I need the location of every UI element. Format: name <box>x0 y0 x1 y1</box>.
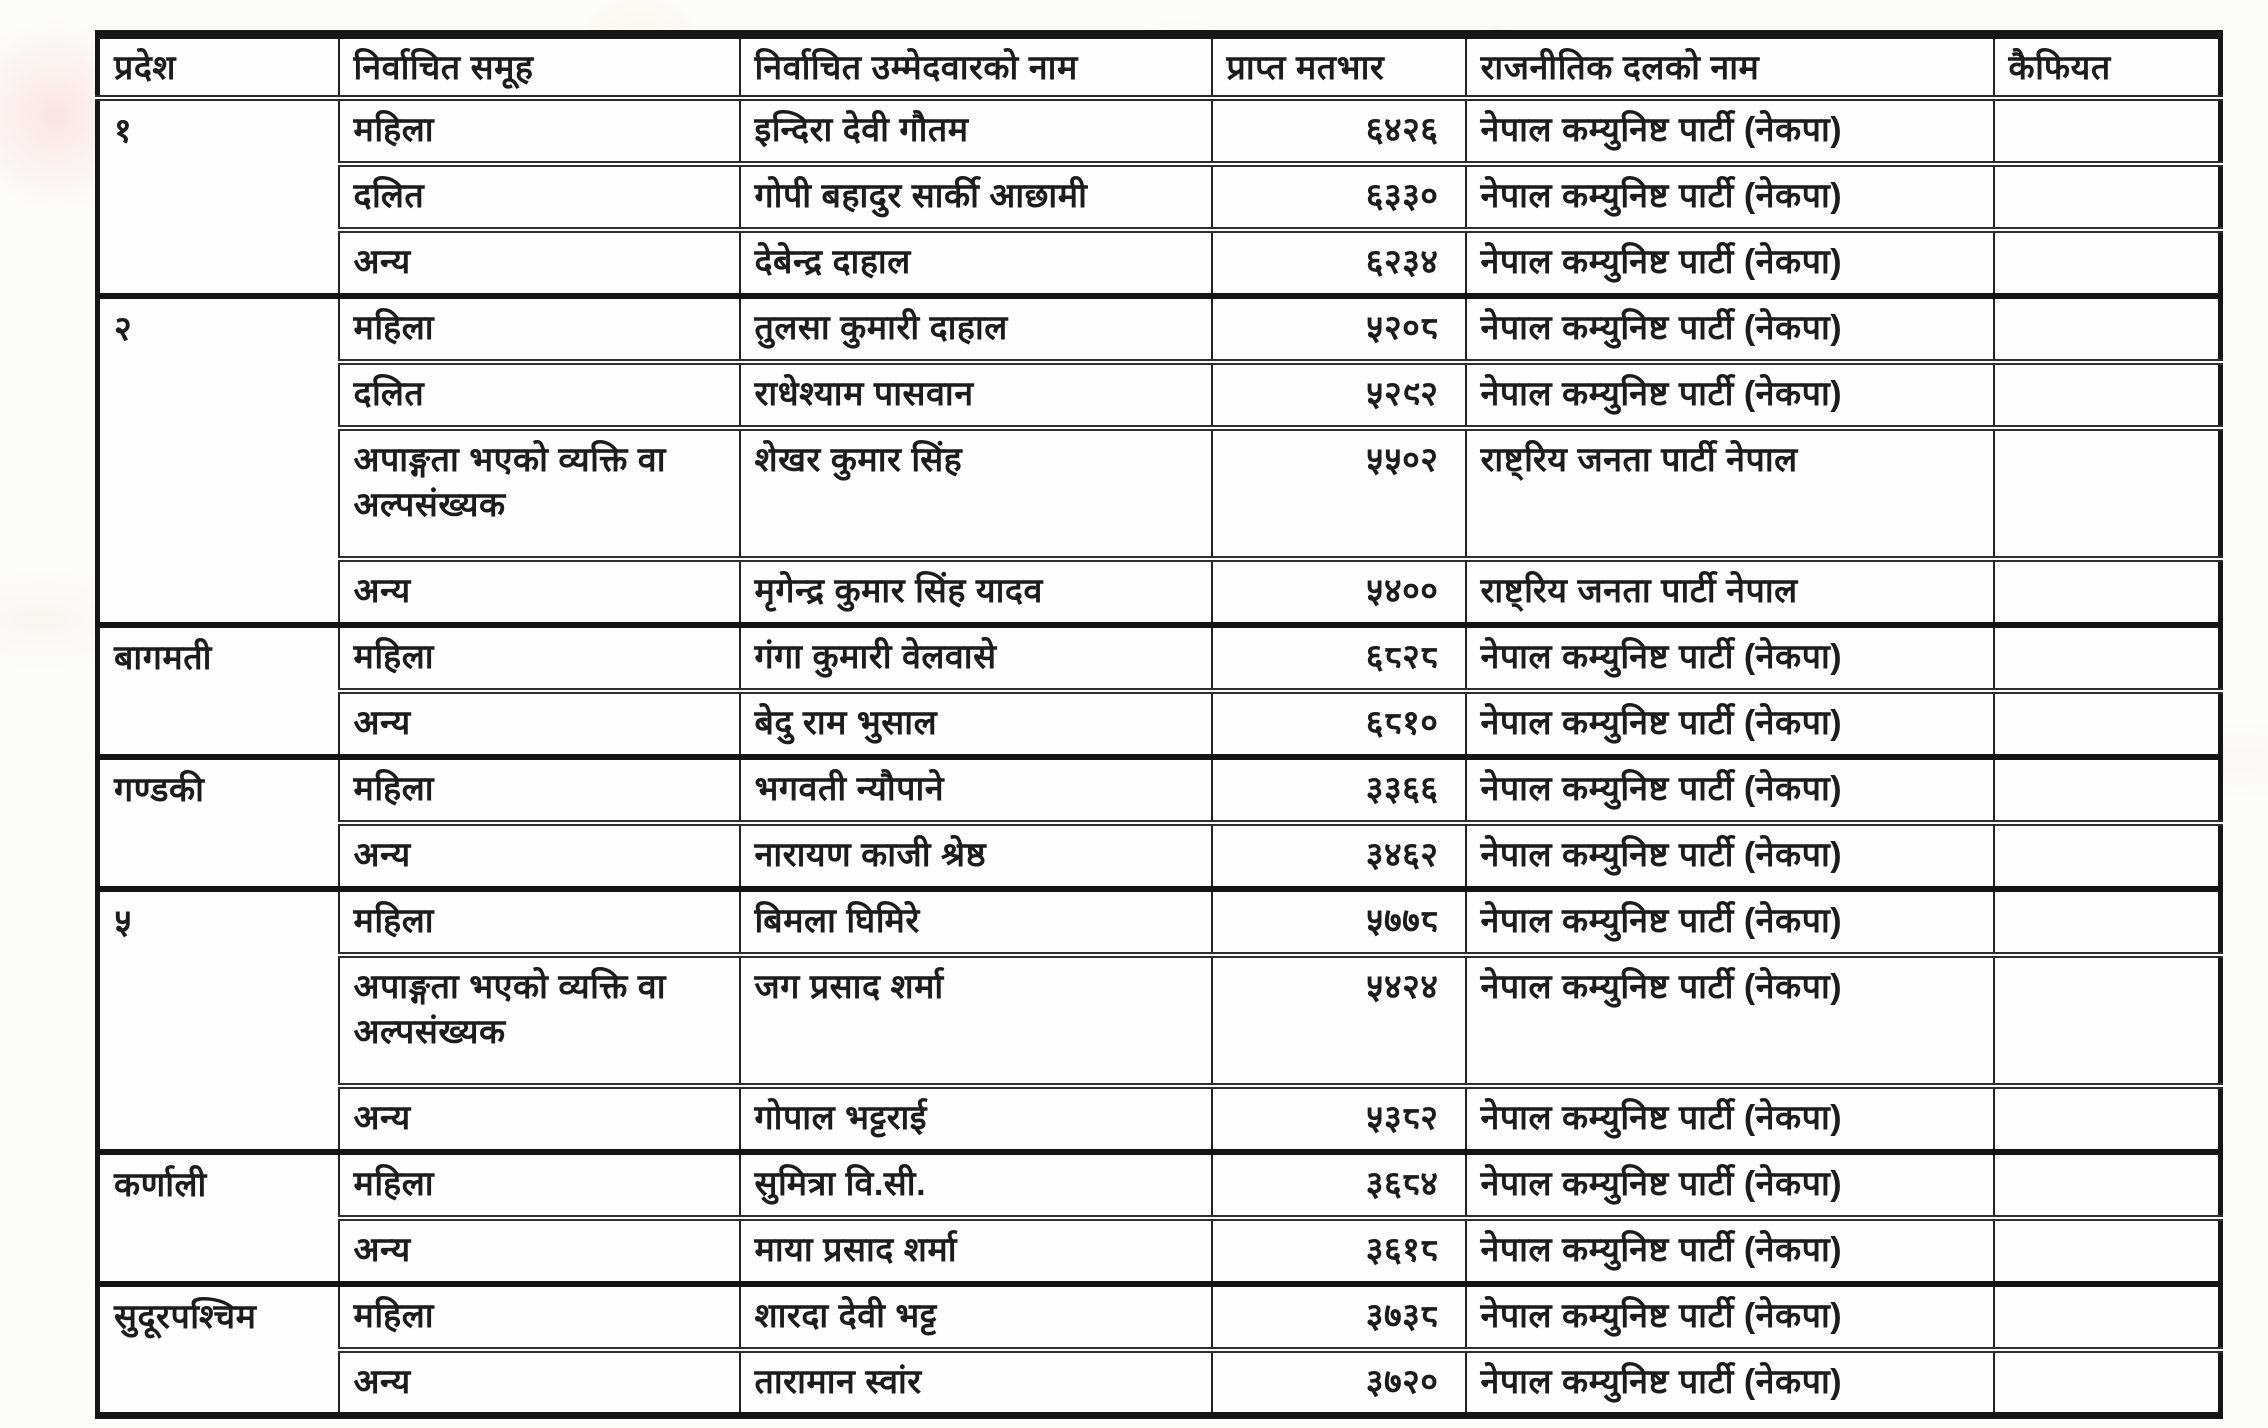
votes-cell: ५४०० <box>1212 559 1466 625</box>
group-cell: अन्य <box>339 230 740 296</box>
party-cell: नेपाल कम्युनिष्ट पार्टी (नेकपा) <box>1466 164 1994 230</box>
party-cell: नेपाल कम्युनिष्ट पार्टी (नेकपा) <box>1466 1350 1994 1416</box>
remark-cell <box>1994 625 2221 691</box>
header-party-name: राजनीतिक दलको नाम <box>1466 35 1994 98</box>
party-cell: राष्ट्रिय जनता पार्टी नेपाल <box>1466 559 1994 625</box>
header-elected-group: निर्वाचित समूह <box>339 35 740 98</box>
party-cell: नेपाल कम्युनिष्ट पार्टी (नेकपा) <box>1466 757 1994 823</box>
candidate-cell: इन्दिरा देवी गौतम <box>740 98 1212 164</box>
table-row <box>98 955 2221 1086</box>
group-cell: महिला <box>339 625 740 691</box>
group-cell: अन्य <box>339 691 740 757</box>
party-cell: नेपाल कम्युनिष्ट पार्टी (नेकपा) <box>1466 823 1994 889</box>
group-cell: दलित <box>339 362 740 428</box>
group-cell: अपाङ्गता भएको व्यक्ति वा अल्पसंख्यक <box>339 428 740 559</box>
province-cell: गण्डकी <box>98 757 339 889</box>
table-row <box>98 757 2221 823</box>
candidate-cell: बिमला घिमिरे <box>740 889 1212 955</box>
header-votes-received: प्राप्त मतभार <box>1212 35 1466 98</box>
header-province: प्रदेश <box>98 35 339 98</box>
votes-cell: ३७२० <box>1212 1350 1466 1416</box>
votes-cell: ५३८२ <box>1212 1086 1466 1152</box>
remark-cell <box>1994 230 2221 296</box>
votes-cell: ३३६६ <box>1212 757 1466 823</box>
remark-cell <box>1994 823 2221 889</box>
candidate-cell: तुलसा कुमारी दाहाल <box>740 296 1212 362</box>
table-row <box>98 625 2221 691</box>
group-cell: अन्य <box>339 1086 740 1152</box>
candidate-cell: गंगा कुमारी वेलवासे <box>740 625 1212 691</box>
party-cell: नेपाल कम्युनिष्ट पार्टी (नेकपा) <box>1466 230 1994 296</box>
group-cell: अन्य <box>339 559 740 625</box>
group-cell: महिला <box>339 889 740 955</box>
remark-cell <box>1994 428 2221 559</box>
remark-cell <box>1994 889 2221 955</box>
table-row <box>98 362 2221 428</box>
party-cell: नेपाल कम्युनिष्ट पार्टी (नेकपा) <box>1466 98 1994 164</box>
candidate-cell: तारामान स्वांर <box>740 1350 1212 1416</box>
group-cell: अन्य <box>339 823 740 889</box>
candidate-cell: जग प्रसाद शर्मा <box>740 955 1212 1086</box>
remark-cell <box>1994 362 2221 428</box>
header-row <box>98 35 2221 98</box>
votes-cell: ६३३० <box>1212 164 1466 230</box>
group-cell: अपाङ्गता भएको व्यक्ति वा अल्पसंख्यक <box>339 955 740 1086</box>
group-cell: महिला <box>339 1152 740 1218</box>
remark-cell <box>1994 1152 2221 1218</box>
group-cell: महिला <box>339 1284 740 1350</box>
province-cell: बागमती <box>98 625 339 757</box>
party-cell: नेपाल कम्युनिष्ट पार्टी (नेकपा) <box>1466 296 1994 362</box>
votes-cell: ५२९२ <box>1212 362 1466 428</box>
table-row <box>98 691 2221 757</box>
candidate-cell: शेखर कुमार सिंह <box>740 428 1212 559</box>
party-cell: नेपाल कम्युनिष्ट पार्टी (नेकपा) <box>1466 889 1994 955</box>
province-cell: कर्णाली <box>98 1152 339 1284</box>
table-row <box>98 230 2221 296</box>
candidate-cell: भगवती न्यौपाने <box>740 757 1212 823</box>
party-cell: नेपाल कम्युनिष्ट पार्टी (नेकपा) <box>1466 955 1994 1086</box>
province-cell: सुदूरपश्चिम <box>98 1284 339 1416</box>
group-cell: महिला <box>339 757 740 823</box>
remark-cell <box>1994 955 2221 1086</box>
party-cell: नेपाल कम्युनिष्ट पार्टी (नेकपा) <box>1466 691 1994 757</box>
group-cell: अन्य <box>339 1218 740 1284</box>
party-cell: नेपाल कम्युनिष्ट पार्टी (नेकपा) <box>1466 1218 1994 1284</box>
header-remarks: कैफियत <box>1994 35 2221 98</box>
table-row <box>98 1152 2221 1218</box>
remark-cell <box>1994 296 2221 362</box>
votes-cell: ५७७८ <box>1212 889 1466 955</box>
province-cell: ५ <box>98 889 339 1152</box>
votes-cell: ५२०८ <box>1212 296 1466 362</box>
election-results-table <box>95 30 2223 1419</box>
table-header <box>98 35 2221 98</box>
votes-cell: ६४२६ <box>1212 98 1466 164</box>
remark-cell <box>1994 559 2221 625</box>
candidate-cell: गोपाल भट्टराई <box>740 1086 1212 1152</box>
header-candidate-name: निर्वाचित उम्मेदवारको नाम <box>740 35 1212 98</box>
votes-cell: ३७३८ <box>1212 1284 1466 1350</box>
party-cell: नेपाल कम्युनिष्ट पार्टी (नेकपा) <box>1466 362 1994 428</box>
votes-cell: ६८१० <box>1212 691 1466 757</box>
group-cell: महिला <box>339 98 740 164</box>
candidate-cell: बेदु राम भुसाल <box>740 691 1212 757</box>
province-cell: २ <box>98 296 339 625</box>
remark-cell <box>1994 691 2221 757</box>
table-row <box>98 98 2221 164</box>
votes-cell: ६२३४ <box>1212 230 1466 296</box>
candidate-cell: नारायण काजी श्रेष्ठ <box>740 823 1212 889</box>
votes-cell: ५५०२ <box>1212 428 1466 559</box>
party-cell: नेपाल कम्युनिष्ट पार्टी (नेकपा) <box>1466 625 1994 691</box>
candidate-cell: देबेन्द्र दाहाल <box>740 230 1212 296</box>
votes-cell: ३६८४ <box>1212 1152 1466 1218</box>
remark-cell <box>1994 98 2221 164</box>
candidate-cell: राधेश्याम पासवान <box>740 362 1212 428</box>
candidate-cell: गोपी बहादुर सार्की आछामी <box>740 164 1212 230</box>
remark-cell <box>1994 1086 2221 1152</box>
table-row <box>98 296 2221 362</box>
candidate-cell: सुमित्रा वि.सी. <box>740 1152 1212 1218</box>
remark-cell <box>1994 757 2221 823</box>
table-row <box>98 1086 2221 1152</box>
votes-cell: ३४६२ <box>1212 823 1466 889</box>
table-row <box>98 428 2221 559</box>
candidate-cell: मृगेन्द्र कुमार सिंह यादव <box>740 559 1212 625</box>
candidate-cell: माया प्रसाद शर्मा <box>740 1218 1212 1284</box>
remark-cell <box>1994 1218 2221 1284</box>
table-row <box>98 823 2221 889</box>
group-cell: अन्य <box>339 1350 740 1416</box>
party-cell: नेपाल कम्युनिष्ट पार्टी (नेकपा) <box>1466 1284 1994 1350</box>
table-row <box>98 1284 2221 1350</box>
table-row <box>98 889 2221 955</box>
table-row <box>98 1350 2221 1416</box>
province-cell: १ <box>98 98 339 296</box>
table-row <box>98 164 2221 230</box>
party-cell: राष्ट्रिय जनता पार्टी नेपाल <box>1466 428 1994 559</box>
remark-cell <box>1994 164 2221 230</box>
votes-cell: ६८२८ <box>1212 625 1466 691</box>
candidate-cell: शारदा देवी भट्ट <box>740 1284 1212 1350</box>
group-cell: महिला <box>339 296 740 362</box>
remark-cell <box>1994 1350 2221 1416</box>
table-row <box>98 1218 2221 1284</box>
votes-cell: ३६१८ <box>1212 1218 1466 1284</box>
group-cell: दलित <box>339 164 740 230</box>
party-cell: नेपाल कम्युनिष्ट पार्टी (नेकपा) <box>1466 1086 1994 1152</box>
votes-cell: ५४२४ <box>1212 955 1466 1086</box>
results-table-body <box>98 98 2221 1416</box>
table-row <box>98 559 2221 625</box>
remark-cell <box>1994 1284 2221 1350</box>
party-cell: नेपाल कम्युनिष्ट पार्टी (नेकपा) <box>1466 1152 1994 1218</box>
